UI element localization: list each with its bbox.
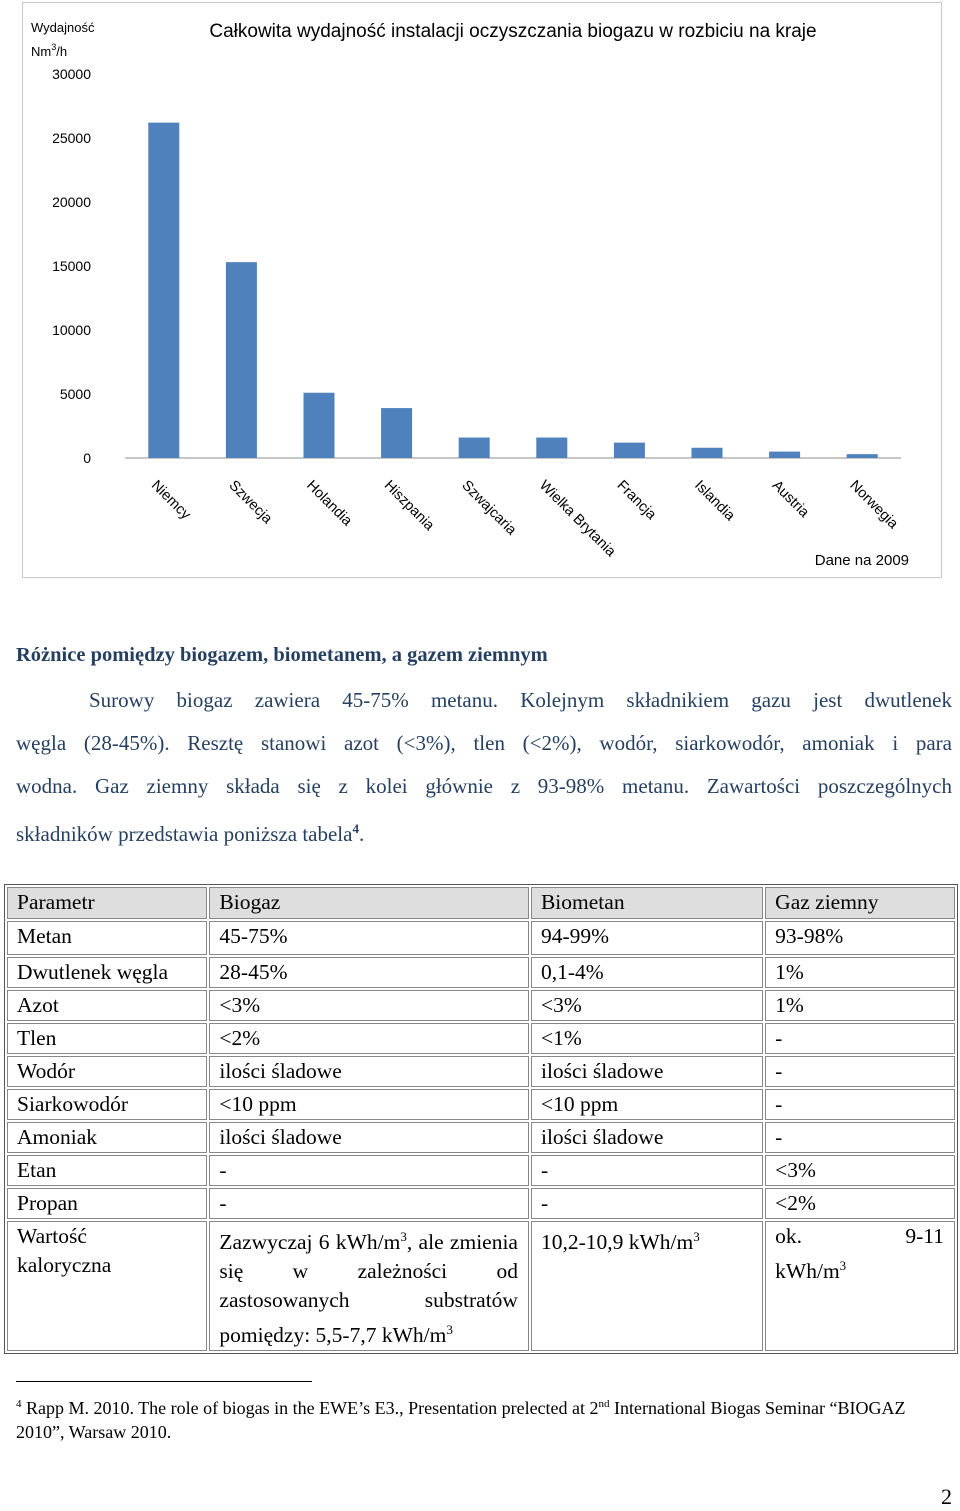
table-cell: 1% — [765, 957, 955, 988]
footnote-divider — [16, 1381, 312, 1382]
table-cell: Metan — [7, 921, 207, 955]
table-row — [7, 1056, 955, 1087]
table-cell: <3% — [209, 990, 529, 1021]
table-row — [7, 1155, 955, 1186]
section-heading: Różnice pomiędzy biogazem, biometanem, a gazem ziemnym — [16, 644, 548, 666]
table-cell: <2% — [209, 1023, 529, 1054]
table-cell: - — [765, 1056, 955, 1087]
y-tick-label: 15000 — [52, 258, 91, 274]
table-header-row — [7, 887, 955, 919]
bar-norwegia — [847, 454, 878, 458]
table-cell: 28-45% — [209, 957, 529, 988]
chart-title: Całkowita wydajność instalacji oczyszczania biogazu w rozbiciu na kraje — [209, 21, 817, 42]
table-cell: <10 ppm — [209, 1089, 529, 1120]
x-tick-label: Norwegia — [846, 477, 901, 533]
y-tick-label: 5000 — [59, 386, 91, 402]
table-cell-biometan — [531, 1221, 763, 1351]
table-cell-biogaz — [209, 1221, 529, 1351]
footnote-sup: nd — [598, 1398, 610, 1410]
bar-szwajcaria — [459, 438, 490, 458]
paragraph-period: . — [358, 822, 365, 846]
y-axis-label: Wydajność — [31, 20, 95, 35]
table-cell: - — [531, 1188, 763, 1219]
paragraph-line: Surowy biogaz zawiera 45-75% metanu. Kolejnym składnikiem gazu jest dwutlenek — [89, 688, 952, 712]
x-tick-label: Szwecja — [225, 477, 276, 528]
table-cell: - — [209, 1188, 529, 1219]
intro-paragraph — [16, 684, 952, 856]
y-axis-unit: Nm$^3$/h — [31, 42, 68, 59]
x-tick-label: Austria — [768, 477, 813, 521]
x-tick-label: Holandia — [303, 477, 355, 530]
footnote — [16, 1392, 952, 1444]
table-row — [7, 1188, 955, 1219]
table-row — [7, 990, 955, 1021]
bar-holandia — [304, 393, 335, 458]
x-tick-label: Francja — [613, 477, 660, 524]
table-cell-gaz — [765, 1221, 955, 1351]
y-tick-label: 20000 — [52, 194, 91, 210]
table-cell: 0,1-4% — [531, 957, 763, 988]
gaz-ok: ok. — [775, 1224, 803, 1248]
capacity-bar-chart — [22, 2, 942, 578]
table-cell: 93-98% — [765, 921, 955, 955]
table-cell-param — [7, 1221, 207, 1351]
biometan-text: 10,2-10,9 kWh/m — [540, 1230, 694, 1255]
y-tick-label: 30000 — [52, 66, 91, 82]
table-cell: <2% — [765, 1188, 955, 1219]
biogaz-text-b: , ale zmienia się w zależności od zastosowanych substratów pomiędzy: 5,5-7,7 kWh/m — [219, 1230, 518, 1348]
table-row-calorific — [7, 1221, 955, 1351]
bar-hiszpania — [381, 408, 412, 458]
table-row — [7, 957, 955, 988]
header-cell-biometan: Biometan — [531, 887, 763, 919]
table-cell: ilości śladowe — [209, 1122, 529, 1153]
footnote-text-a: Rapp M. 2010. The role of biogas in the EWE’s E3., Presentation prelected at 2 — [21, 1398, 599, 1418]
x-tick-label: Islandia — [691, 477, 738, 525]
table-cell: 45-75% — [209, 921, 529, 955]
table-cell: <10 ppm — [531, 1089, 763, 1120]
superscript: 3 — [446, 1322, 453, 1338]
param-line: Wartość — [17, 1224, 87, 1248]
x-tick-label: Hiszpania — [380, 477, 438, 534]
y-tick-label: 10000 — [52, 322, 91, 338]
bar-islandia — [692, 448, 723, 458]
header-cell-parametr: Parametr — [7, 887, 207, 919]
chart-note: Dane na 2009 — [814, 552, 909, 569]
table-cell: - — [531, 1155, 763, 1186]
bar-francja — [614, 443, 645, 458]
page-number: 2 — [941, 1484, 952, 1509]
table-body — [7, 921, 955, 1351]
superscript: 3 — [400, 1229, 407, 1244]
chart-canvas — [23, 3, 943, 579]
table-cell: Wodór — [7, 1056, 207, 1087]
paragraph-line-last — [16, 813, 952, 856]
paragraph-line: wodna. Gaz ziemny składa się z kolei głównie z 93-98% metanu. Zawartości poszczególnych — [16, 774, 952, 798]
table-cell: <3% — [531, 990, 763, 1021]
table-row — [7, 1089, 955, 1120]
bar-austria — [769, 452, 800, 458]
biogaz-text-a: Zazwyczaj 6 kWh/m — [219, 1230, 401, 1255]
table-cell: Amoniak — [7, 1122, 207, 1153]
y-tick-label: 25000 — [52, 130, 91, 146]
footnote-text-b: International Biogas Seminar “BIOGAZ 2010”, Warsaw 2010. — [16, 1398, 906, 1442]
table-cell: ilości śladowe — [209, 1056, 529, 1087]
bar-szwecja — [226, 262, 257, 458]
footnote-reference: 4 — [352, 821, 359, 836]
table-row — [7, 921, 955, 955]
table-cell: Propan — [7, 1188, 207, 1219]
header-cell-gaz-ziemny: Gaz ziemny — [765, 887, 955, 919]
gaz-unit: kWh/m — [775, 1259, 840, 1284]
bar-niemcy — [148, 123, 179, 458]
gaz-range: 9-11 — [905, 1224, 944, 1248]
table-cell: Tlen — [7, 1023, 207, 1054]
table-cell: - — [209, 1155, 529, 1186]
gaz-value-line — [775, 1222, 954, 1251]
table-cell: Siarkowodór — [7, 1089, 207, 1120]
bar-wielka-brytania — [536, 438, 567, 458]
superscript: 3 — [839, 1258, 847, 1273]
table-cell: - — [765, 1122, 955, 1153]
table-row — [7, 1023, 955, 1054]
table-cell: <3% — [765, 1155, 955, 1186]
table-cell: - — [765, 1089, 955, 1120]
table-row — [7, 1122, 955, 1153]
superscript: 3 — [693, 1229, 700, 1244]
table-cell: 1% — [765, 990, 955, 1021]
footnote-number: 4 — [16, 1398, 22, 1410]
table-cell: Azot — [7, 990, 207, 1021]
x-tick-label: Wielka Brytania — [535, 477, 619, 561]
table-cell: ilości śladowe — [531, 1122, 763, 1153]
y-tick-label: 0 — [83, 450, 91, 466]
paragraph-line: węgla (28-45%). Resztę stanowi azot (<3%), tlen (<2%), wodór, siarkowodór, amoniak i para — [16, 731, 952, 755]
table-cell: <1% — [531, 1023, 763, 1054]
table-cell: Dwutlenek węgla — [7, 957, 207, 988]
header-cell-biogaz: Biogaz — [209, 887, 529, 919]
table-cell: Etan — [7, 1155, 207, 1186]
table-cell: 94-99% — [531, 921, 763, 955]
gas-composition-table — [4, 884, 958, 1354]
x-tick-label: Niemcy — [147, 477, 194, 524]
param-line: kaloryczna — [17, 1253, 112, 1277]
paragraph-line-text: składników przedstawia poniższa tabela — [16, 822, 353, 846]
table-cell: ilości śladowe — [531, 1056, 763, 1087]
x-tick-label: Szwajcaria — [458, 477, 520, 539]
table-cell: - — [765, 1023, 955, 1054]
